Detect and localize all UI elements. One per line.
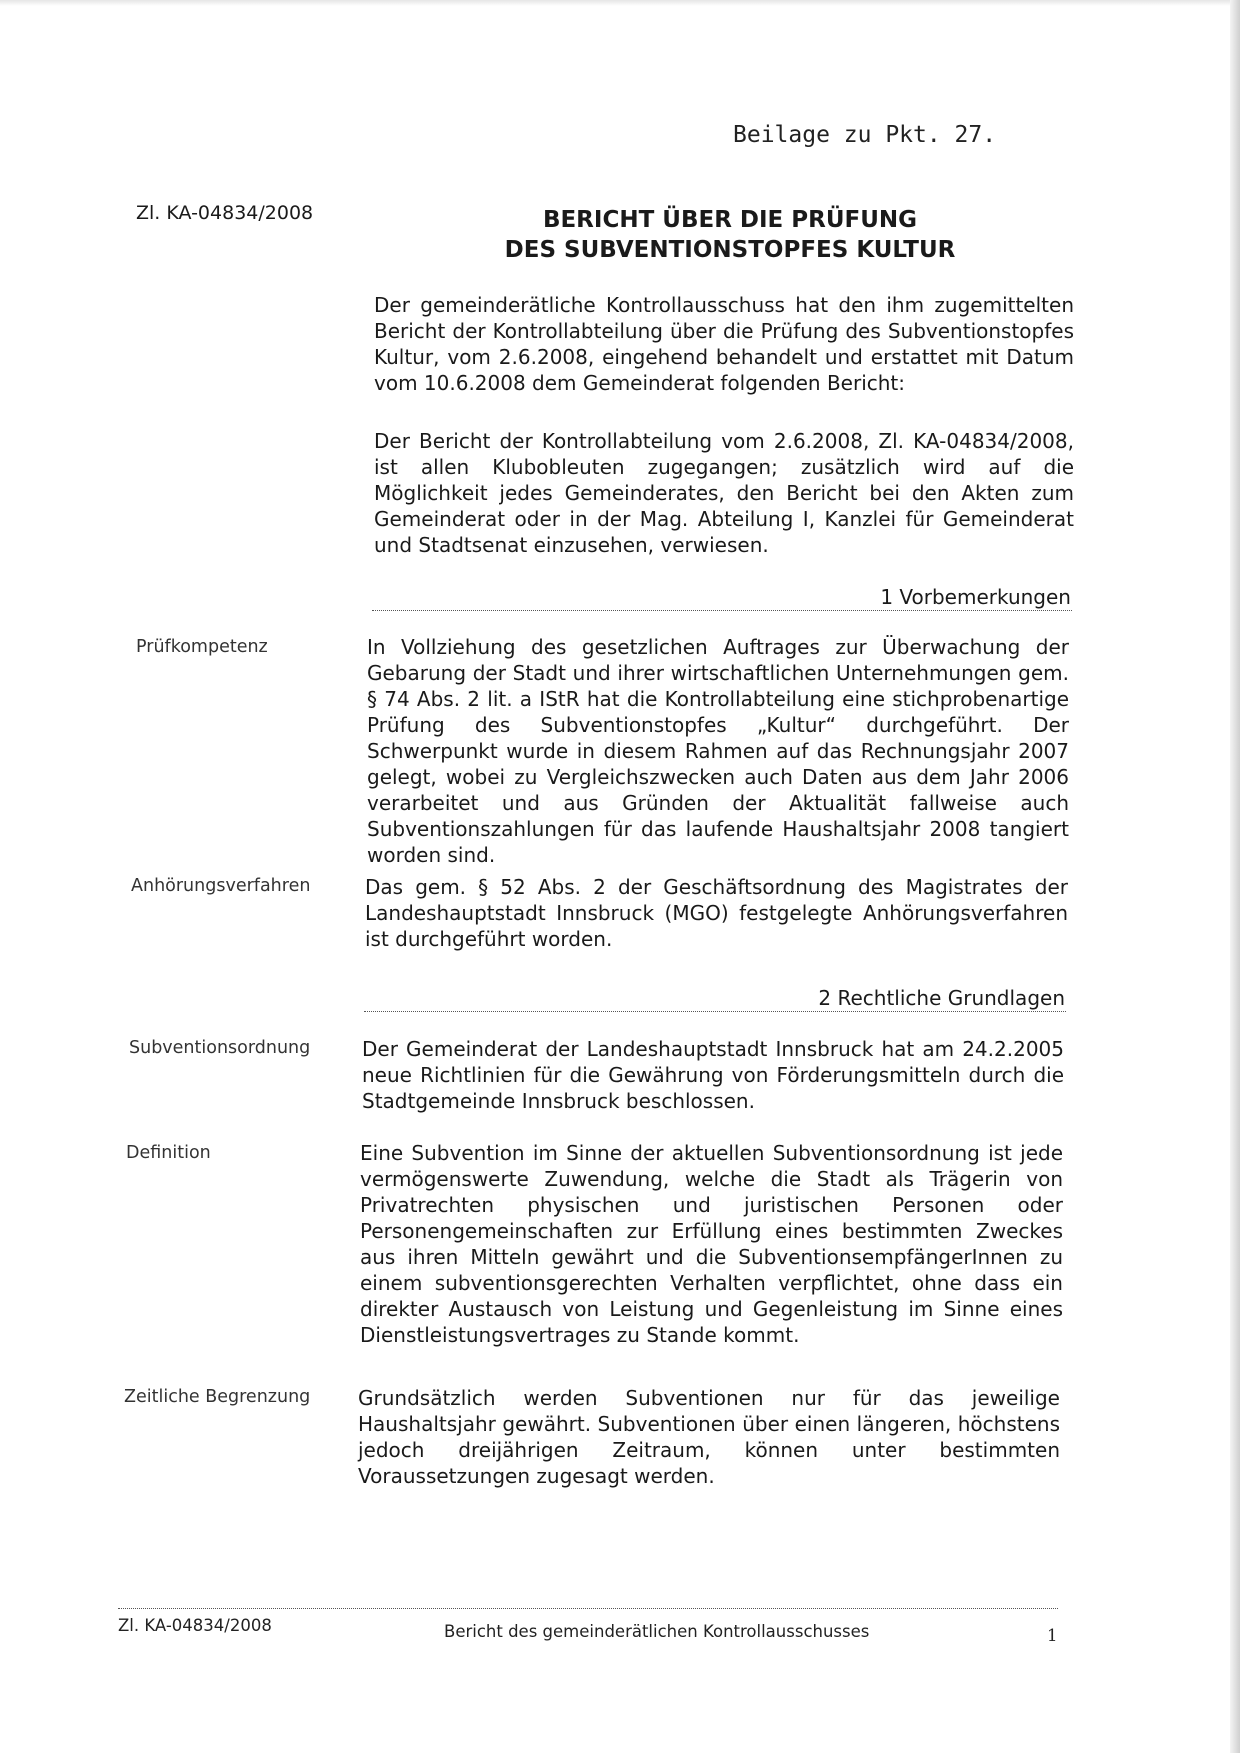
side-label-subventionsordnung: Subventionsordnung bbox=[129, 1038, 311, 1058]
side-label-pruefkompetenz: Prüfkompetenz bbox=[136, 637, 268, 657]
section-2-divider bbox=[364, 1011, 1066, 1012]
page-number: 1 bbox=[1047, 1626, 1058, 1645]
intro-paragraph-2: Der Bericht der Kontrollabteilung vom 2.6.2008, Zl. KA-04834/2008, ist allen Klubobleuten zugegangen; zusätzlich wird auf die Möglichkeit jedes Gemeinderates, den Bericht bei den Akten zum Gemeinderat oder in der Mag. Abteilung I, Kanzlei für Gemeinderat und Stadtsenat einzusehen, verwiesen. bbox=[374, 429, 1074, 557]
paragraph-pruefkompetenz: In Vollziehung des gesetzlichen Auftrages zur Überwachung der Gebarung der Stadt und ihrer wirtschaftlichen Unternehmungen gem. § 74 Abs. 2 lit. a IStR hat die Kontrollabteilung eine stichprobenartige Prüfung des Subventionstopfes „Kultur“ durchgeführt. Der Schwerpunkt wurde in diesem Rahmen auf das Rechnungsjahr 2007 gelegt, wobei zu Vergleichszwecken auch Daten aus dem Jahr 2006 verarbeitet und aus Gründen der Aktualität fallweise auch Subventionszahlungen für das laufende Haushaltsjahr 2008 tangiert worden sind. bbox=[367, 635, 1069, 867]
title-line-2: DES SUBVENTIONSTOPFES KULTUR bbox=[504, 237, 956, 263]
section-1-heading: 1 Vorbemerkungen bbox=[880, 585, 1071, 609]
side-label-anhoerungsverfahren: Anhörungsverfahren bbox=[131, 876, 311, 896]
side-label-zeitliche-begrenzung: Zeitliche Begrenzung bbox=[124, 1387, 311, 1407]
section-1-divider bbox=[372, 610, 1072, 611]
document-reference: Zl. KA-04834/2008 bbox=[136, 202, 314, 224]
scan-edge-top bbox=[0, 0, 1240, 6]
footer-divider bbox=[118, 1608, 1058, 1609]
paragraph-definition: Eine Subvention im Sinne der aktuellen Subventionsordnung ist jede vermögenswerte Zuwendung, welche die Stadt als Trägerin von Privatrechten physischen und juristischen Personen oder Personengemeinschaften zur Erfüllung eines bestimmten Zweckes aus ihren Mitteln gewährt und die SubventionsempfängerInnen zu einem subventionsgerechten Verhalten verpflichtet, ohne dass ein direkter Austausch von Leistung und Gegenleistung im Sinne eines Dienstleistungsvertrages zu Stande kommt. bbox=[360, 1141, 1063, 1347]
paragraph-zeitliche-begrenzung: Grundsätzlich werden Subventionen nur für das jeweilige Haushaltsjahr gewährt. Subventionen über einen längeren, höchstens jedoch dreijährigen Zeitraum, können unter bestimmten Voraussetzungen zugesagt werden. bbox=[358, 1386, 1060, 1488]
attachment-note: Beilage zu Pkt. 27. bbox=[733, 122, 997, 148]
side-label-definition: Definition bbox=[126, 1143, 211, 1163]
section-2-heading: 2 Rechtliche Grundlagen bbox=[818, 986, 1065, 1010]
scan-edge-right bbox=[1230, 0, 1240, 1753]
paragraph-subventionsordnung: Der Gemeinderat der Landeshauptstadt Innsbruck hat am 24.2.2005 neue Richtlinien für die Gewährung von Förderungsmitteln durch die Stadtgemeinde Innsbruck beschlossen. bbox=[362, 1037, 1064, 1113]
footer-reference: Zl. KA-04834/2008 bbox=[118, 1616, 272, 1635]
title-line-1: BERICHT ÜBER DIE PRÜFUNG bbox=[542, 207, 918, 233]
intro-paragraph-1: Der gemeinderätliche Kontrollausschuss hat den ihm zugemittelten Bericht der Kontrollabteilung über die Prüfung des Subventionstopfes Kultur, vom 2.6.2008, eingehend behandelt und erstattet mit Datum vom 10.6.2008 dem Gemeinderat folgenden Bericht: bbox=[374, 293, 1074, 395]
footer-title: Bericht des gemeinderätlichen Kontrollausschusses bbox=[444, 1622, 870, 1641]
document-title bbox=[480, 205, 980, 265]
paragraph-anhoerungsverfahren: Das gem. § 52 Abs. 2 der Geschäftsordnung des Magistrates der Landeshauptstadt Innsbruck (MGO) festgelegte Anhörungsverfahren ist durchgeführt worden. bbox=[365, 875, 1068, 951]
